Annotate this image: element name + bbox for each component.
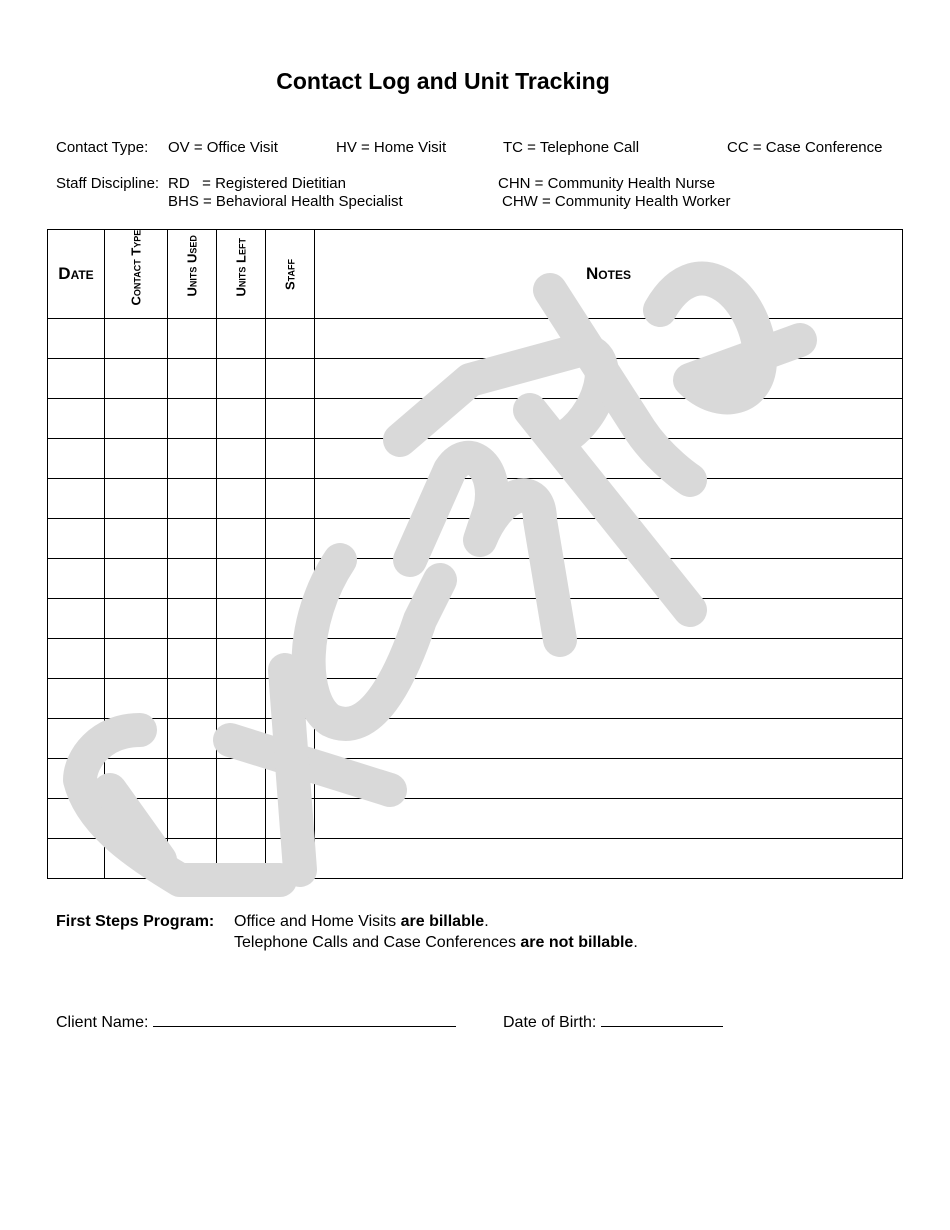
table-row bbox=[48, 839, 903, 879]
table-row bbox=[48, 439, 903, 479]
table-row bbox=[48, 719, 903, 759]
cell-notes[interactable] bbox=[315, 599, 903, 639]
contact-log-table bbox=[47, 229, 903, 879]
cell-contact-type[interactable] bbox=[105, 439, 168, 479]
cell-contact-type[interactable] bbox=[105, 519, 168, 559]
cell-notes[interactable] bbox=[315, 479, 903, 519]
cell-date[interactable] bbox=[48, 479, 105, 519]
cell-contact-type[interactable] bbox=[105, 559, 168, 599]
cell-contact-type[interactable] bbox=[105, 319, 168, 359]
client-name-blank[interactable] bbox=[153, 1012, 456, 1027]
cell-date[interactable] bbox=[48, 599, 105, 639]
cell-date[interactable] bbox=[48, 399, 105, 439]
cell-units-used[interactable] bbox=[168, 839, 217, 879]
table-row bbox=[48, 479, 903, 519]
billable-note: Office and Home Visits are billable. bbox=[234, 913, 489, 930]
cell-units-used[interactable] bbox=[168, 479, 217, 519]
cell-date[interactable] bbox=[48, 319, 105, 359]
header-contact-type: Contact Type bbox=[105, 230, 168, 319]
cell-notes[interactable] bbox=[315, 839, 903, 879]
table-row bbox=[48, 759, 903, 799]
page-title: Contact Log and Unit Tracking bbox=[276, 68, 610, 94]
program-label: First Steps Program: bbox=[56, 913, 215, 930]
cell-units-used[interactable] bbox=[168, 399, 217, 439]
cell-date[interactable] bbox=[48, 519, 105, 559]
cell-units-left[interactable] bbox=[217, 439, 266, 479]
cell-notes[interactable] bbox=[315, 679, 903, 719]
cell-contact-type[interactable] bbox=[105, 639, 168, 679]
cell-units-left[interactable] bbox=[217, 839, 266, 879]
cell-units-used[interactable] bbox=[168, 519, 217, 559]
cell-notes[interactable] bbox=[315, 399, 903, 439]
staff-discipline-rd: RD = Registered Dietitian bbox=[168, 175, 346, 192]
cell-units-left[interactable] bbox=[217, 479, 266, 519]
contact-type-cc: CC = Case Conference bbox=[727, 139, 883, 156]
cell-date[interactable] bbox=[48, 759, 105, 799]
cell-contact-type[interactable] bbox=[105, 359, 168, 399]
cell-staff[interactable] bbox=[266, 319, 315, 359]
cell-units-used[interactable] bbox=[168, 559, 217, 599]
cell-staff[interactable] bbox=[266, 839, 315, 879]
cell-notes[interactable] bbox=[315, 799, 903, 839]
cell-staff[interactable] bbox=[266, 359, 315, 399]
table-row bbox=[48, 559, 903, 599]
table-row bbox=[48, 679, 903, 719]
cell-units-left[interactable] bbox=[217, 519, 266, 559]
cell-units-left[interactable] bbox=[217, 679, 266, 719]
table-row bbox=[48, 639, 903, 679]
cell-notes[interactable] bbox=[315, 439, 903, 479]
cell-date[interactable] bbox=[48, 439, 105, 479]
cell-units-left[interactable] bbox=[217, 759, 266, 799]
cell-notes[interactable] bbox=[315, 639, 903, 679]
cell-units-used[interactable] bbox=[168, 639, 217, 679]
cell-staff[interactable] bbox=[266, 719, 315, 759]
cell-contact-type[interactable] bbox=[105, 839, 168, 879]
staff-discipline-label: Staff Discipline: bbox=[56, 175, 160, 192]
contact-type-tc: TC = Telephone Call bbox=[503, 139, 640, 156]
header-units-used: Units Used bbox=[168, 230, 217, 319]
cell-staff[interactable] bbox=[266, 479, 315, 519]
cell-contact-type[interactable] bbox=[105, 759, 168, 799]
dob-field[interactable] bbox=[503, 1012, 723, 1032]
cell-date[interactable] bbox=[48, 639, 105, 679]
table-row bbox=[48, 359, 903, 399]
table-row bbox=[48, 399, 903, 439]
cell-units-left[interactable] bbox=[217, 639, 266, 679]
cell-notes[interactable] bbox=[315, 759, 903, 799]
cell-staff[interactable] bbox=[266, 519, 315, 559]
cell-date[interactable] bbox=[48, 719, 105, 759]
cell-notes[interactable] bbox=[315, 719, 903, 759]
cell-staff[interactable] bbox=[266, 679, 315, 719]
cell-notes[interactable] bbox=[315, 559, 903, 599]
cell-units-used[interactable] bbox=[168, 319, 217, 359]
cell-units-used[interactable] bbox=[168, 799, 217, 839]
cell-staff[interactable] bbox=[266, 399, 315, 439]
table-row bbox=[48, 599, 903, 639]
header-units-left: Units Left bbox=[217, 230, 266, 319]
cell-contact-type[interactable] bbox=[105, 679, 168, 719]
dob-label: Date of Birth: bbox=[503, 1014, 597, 1031]
cell-date[interactable] bbox=[48, 679, 105, 719]
cell-staff[interactable] bbox=[266, 759, 315, 799]
client-name-field[interactable] bbox=[56, 1012, 456, 1032]
cell-units-left[interactable] bbox=[217, 319, 266, 359]
dob-blank[interactable] bbox=[601, 1012, 723, 1027]
header-notes: Notes bbox=[315, 230, 903, 319]
cell-staff[interactable] bbox=[266, 639, 315, 679]
cell-contact-type[interactable] bbox=[105, 399, 168, 439]
cell-contact-type[interactable] bbox=[105, 479, 168, 519]
cell-date[interactable] bbox=[48, 799, 105, 839]
header-date: Date bbox=[48, 230, 105, 319]
client-name-label: Client Name: bbox=[56, 1014, 149, 1031]
not-billable-note: Telephone Calls and Case Conferences are not billable. bbox=[234, 934, 638, 951]
cell-contact-type[interactable] bbox=[105, 719, 168, 759]
table-row bbox=[48, 319, 903, 359]
cell-units-used[interactable] bbox=[168, 759, 217, 799]
staff-discipline-bhs: BHS = Behavioral Health Specialist bbox=[168, 193, 403, 210]
table-header-row bbox=[48, 230, 903, 319]
table-row bbox=[48, 519, 903, 559]
table-row bbox=[48, 799, 903, 839]
table-body bbox=[48, 319, 903, 879]
contact-type-label: Contact Type: bbox=[56, 139, 149, 156]
cell-units-left[interactable] bbox=[217, 359, 266, 399]
cell-units-used[interactable] bbox=[168, 359, 217, 399]
cell-contact-type[interactable] bbox=[105, 799, 168, 839]
cell-date[interactable] bbox=[48, 839, 105, 879]
cell-notes[interactable] bbox=[315, 359, 903, 399]
cell-units-used[interactable] bbox=[168, 599, 217, 639]
staff-discipline-chw: CHW = Community Health Worker bbox=[502, 193, 731, 210]
contact-type-hv: HV = Home Visit bbox=[336, 139, 447, 156]
cell-date[interactable] bbox=[48, 559, 105, 599]
cell-contact-type[interactable] bbox=[105, 599, 168, 639]
staff-discipline-chn: CHN = Community Health Nurse bbox=[498, 175, 716, 192]
cell-staff[interactable] bbox=[266, 599, 315, 639]
cell-units-left[interactable] bbox=[217, 599, 266, 639]
cell-units-left[interactable] bbox=[217, 719, 266, 759]
header-staff: Staff bbox=[266, 230, 315, 319]
cell-units-used[interactable] bbox=[168, 439, 217, 479]
cell-units-left[interactable] bbox=[217, 559, 266, 599]
cell-units-left[interactable] bbox=[217, 399, 266, 439]
cell-units-used[interactable] bbox=[168, 679, 217, 719]
cell-notes[interactable] bbox=[315, 319, 903, 359]
cell-units-left[interactable] bbox=[217, 799, 266, 839]
cell-staff[interactable] bbox=[266, 799, 315, 839]
cell-units-used[interactable] bbox=[168, 719, 217, 759]
cell-notes[interactable] bbox=[315, 519, 903, 559]
cell-date[interactable] bbox=[48, 359, 105, 399]
cell-staff[interactable] bbox=[266, 439, 315, 479]
contact-type-ov: OV = Office Visit bbox=[168, 139, 278, 156]
cell-staff[interactable] bbox=[266, 559, 315, 599]
